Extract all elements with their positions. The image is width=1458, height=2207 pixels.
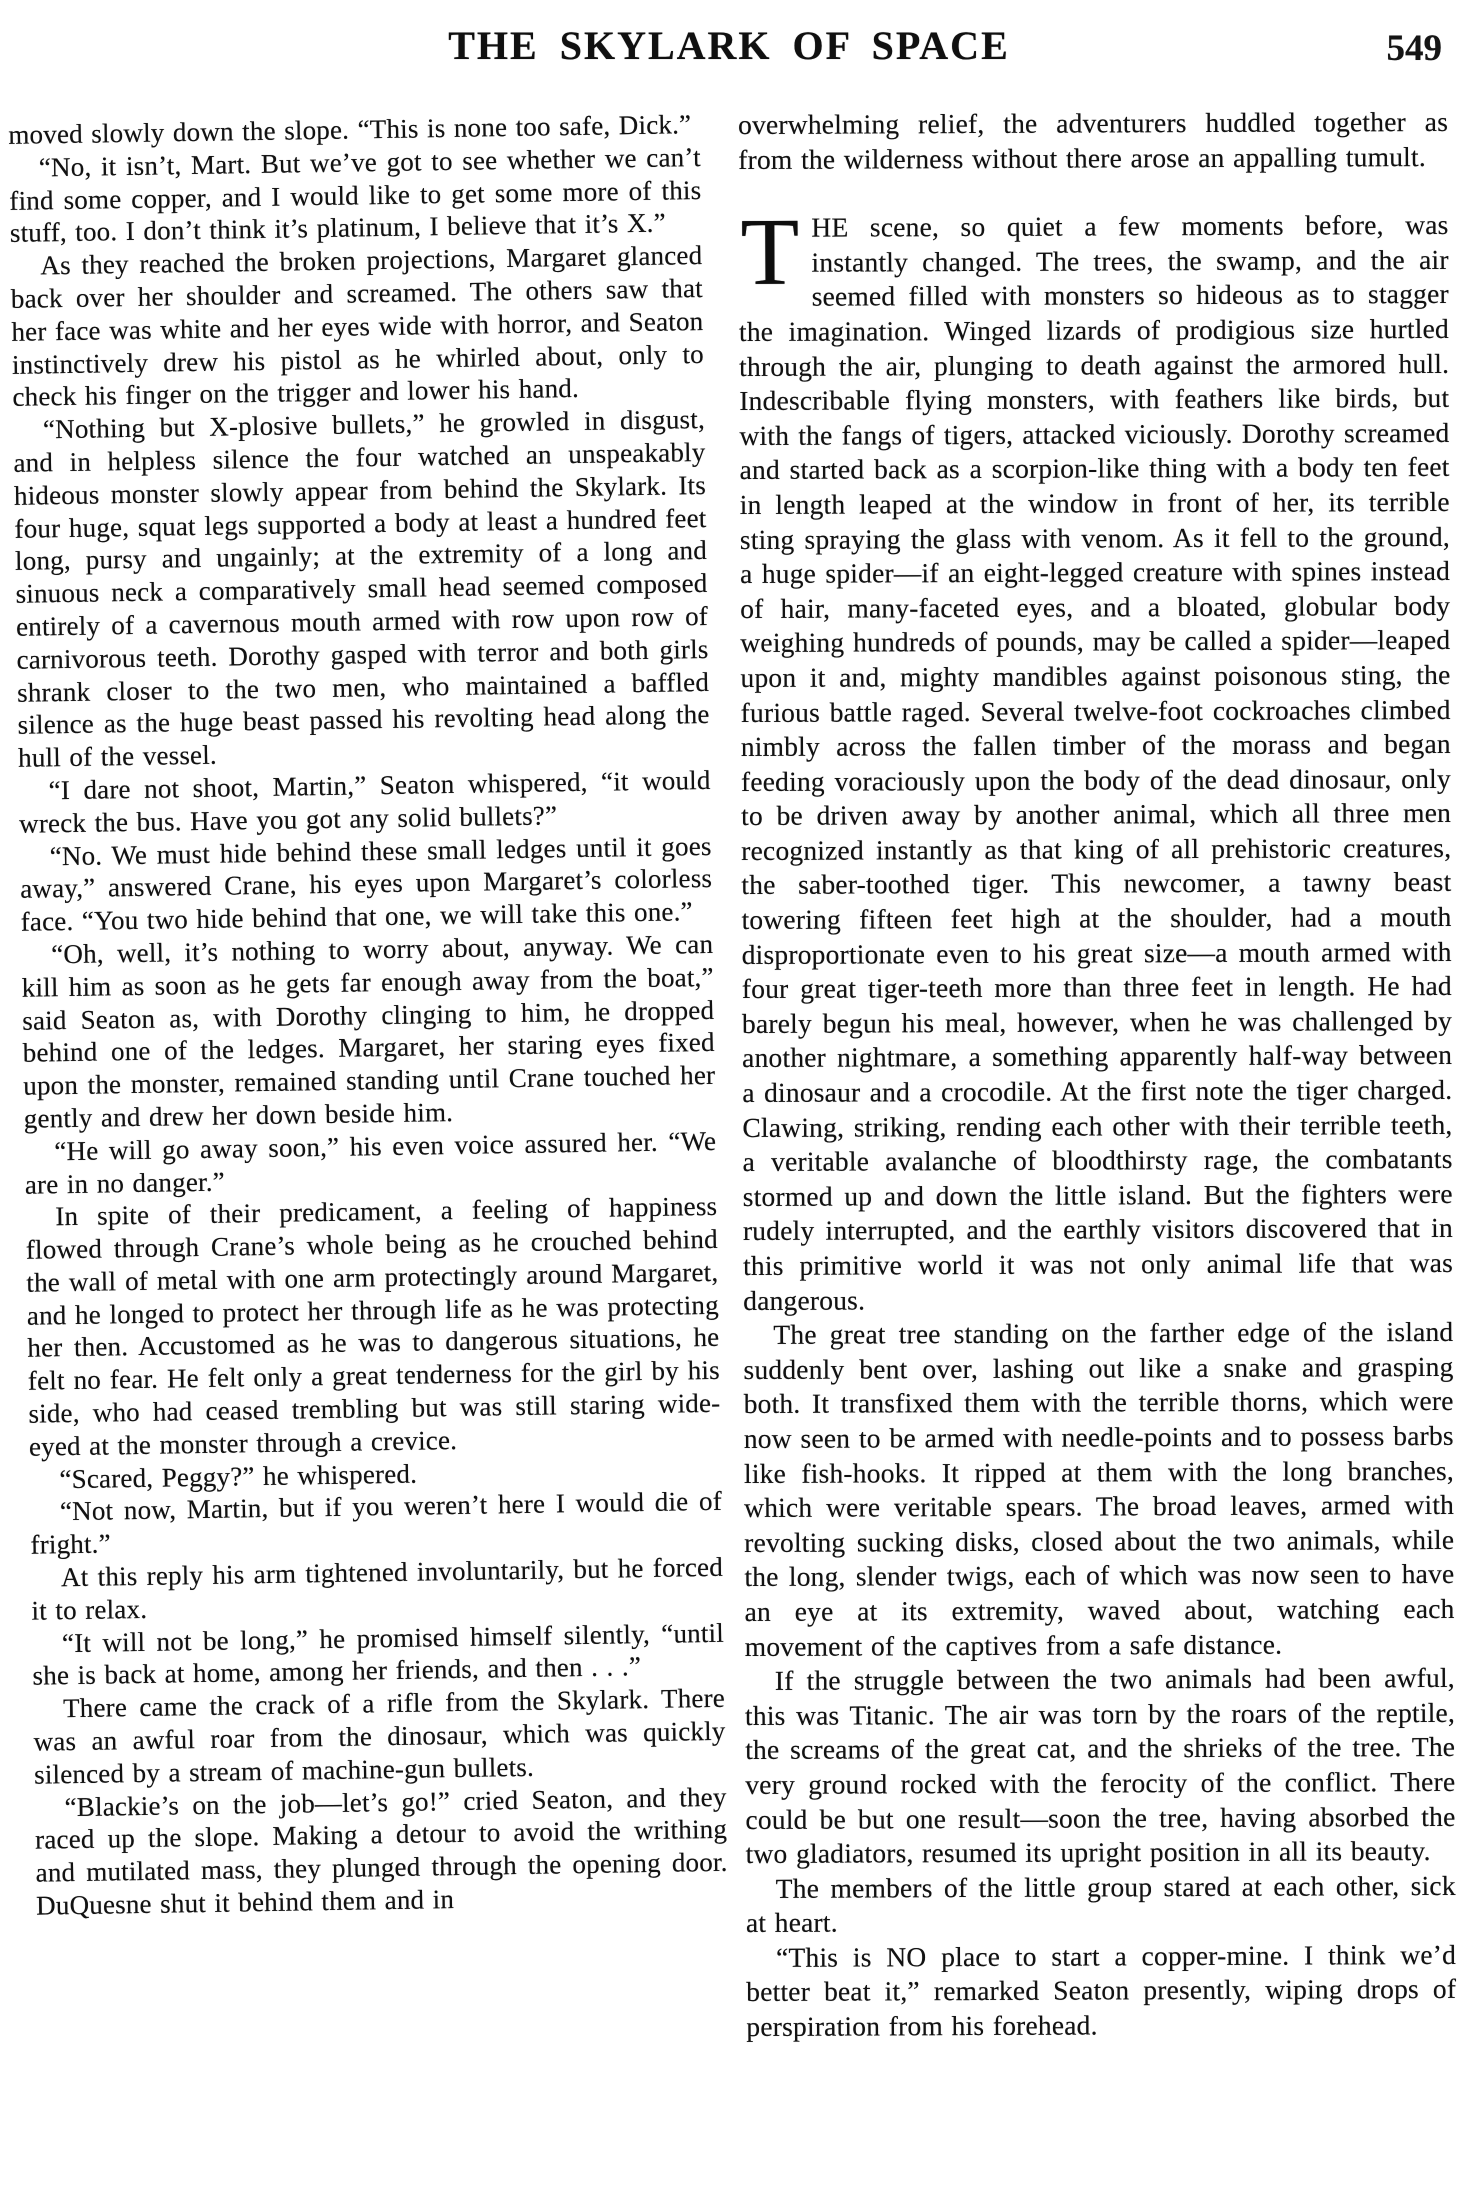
text-columns xyxy=(8,105,1457,2045)
left-column xyxy=(8,108,728,1922)
paragraph: moved slowly down the slope. “This is none too safe, Dick.” xyxy=(8,109,692,150)
drop-cap: T xyxy=(740,197,800,306)
paragraph: The members of the little group stared at each other, sick at heart. xyxy=(745,1869,1456,1939)
paragraph: “No, it isn’t, Mart. But we’ve got to see whether we can’t find some copper, and I would like to get some more of this stuff, too. I don’t think it’s platinum, I believe that it’s X.” xyxy=(9,141,702,249)
paragraph: “No. We must hide behind these small ledges until it goes away,” answered Crane, his eyes upon Margaret’s colorless face. “You two hide behind that one, we will take this one.” xyxy=(19,830,713,937)
paragraph: “Oh, well, it’s nothing to worry about, anyway. We can kill him as soon as he gets far enough away from the boat,” said Seaton as, with Dorothy clinging to him, he dropped behind one of the ledges. Margaret, her staring eyes fixed upon the monster, remained standing until Crane touched her gently and drew her down beside him. xyxy=(21,928,716,1134)
paragraph: “Blackie’s on the job—let’s go!” cried Seaton, and they raced up the slope. Making a detour to avoid the writhing and mutilated mass, they plunged through the opening door. DuQuesne shut it behind them and in xyxy=(34,1781,728,1921)
paragraph: There came the crack of a rifle from the Skylark. There was an awful roar from the dinosaur, which was quickly silenced by a stream of machine-gun bullets. xyxy=(33,1683,726,1790)
paragraph: The great tree standing on the farther edge of the island suddenly bent over, lashing out like a snake and grasping both. It transfixed them with the terrible thorns, which were now seen to be armed with needle-points and to possess barbs like fish-hooks. It ripped at them with the long branches, which were veritable spears. The broad leaves, armed with revolting sucking disks, closed about the two animals, while the long, slender twigs, each of which was now seen to have an eye at its extremity, waved about, watching each movement of the captives from a safe distance. xyxy=(743,1316,1455,1662)
paragraph: As they reached the broken projections, Margaret glanced back over her shoulder and screamed. The others saw that her face was white and her eyes wide with horror, and Seaton instinctively drew his pistol as he whirled about, only to check his finger on the trigger and lower his hand. xyxy=(10,240,705,413)
paragraph: At this reply his arm tightened involuntarily, but he forced it to relax. xyxy=(31,1551,724,1626)
section-opening-paragraph xyxy=(738,197,1454,1318)
paragraph: In spite of their predicament, a feeling of happiness flowed through Crane’s whole being as he crouched behind the wall of metal with one arm protectingly around Margaret, and he longed to protect her through life as he was protecting her then. Accustomed as he was to dangerous situations, he felt no fear. He felt only a great tenderness for the girl by his side, who had ceased trembling but was still staring wide-eyed at the monster through a crevice. xyxy=(25,1191,721,1462)
paragraph: “This is NO place to start a copper-mine. I think we’d better beat it,” remarked Seaton presently, wiping drops of perspiration from his forehead. xyxy=(746,1938,1457,2043)
page-number: 549 xyxy=(1386,28,1442,69)
right-column xyxy=(738,105,1456,2045)
paragraph: “I dare not shoot, Martin,” Seaton whispered, “it would wreck the bus. Have you got any solid bullets?” xyxy=(18,764,711,839)
paragraph: “Scared, Peggy?” he whispered. xyxy=(59,1458,418,1494)
running-title: THE SKYLARK OF SPACE xyxy=(448,23,1010,68)
paragraph: If the struggle between the two animals had been awful, this was Titanic. The air was torn by the roars of the reptile, the screams of the great cat, and the shrieks of the tree. The very ground rocked with the ferocity of the conflict. There could be but one result—soon the tree, having absorbed the two gladiators, resumed its upright position in all its beauty. xyxy=(744,1662,1456,1870)
paragraph: “Not now, Martin, but if you weren’t here I would die of fright.” xyxy=(30,1486,723,1560)
paragraph-text: HE scene, so quiet a few moments before, was instantly changed. The trees, the swamp, and the air seemed filled with monsters so hideous as to stagger the imagination. Winged lizards of prodigious size hurtled through the air, plunging to death against the armored hull. Indescribable flying monsters, with feathers like birds, but with the fangs of tigers, attacked viciously. Dorothy screamed and started back as a scorpion-like thing with a body ten feet in length leaped at the window in front of her, its terrible sting spraying the glass with venom. As it fell to the ground, a huge spider—if an eight-legged creature with spines instead of hair, many-faceted eyes, and a bloated, globular body weighing hundreds of pounds, may be called a spider—leaped upon it and, mighty mandibles against poisonous sting, the furious battle raged. Several twelve-foot cockroaches climbed nimbly across the fallen timber of the morass and began feeding voraciously upon the body of the dead dinosaur, only to be driven away by another animal, which all three men recognized instantly as that king of all prehistoric creatures, the saber-toothed tiger. This newcomer, a tawny beast towering fifteen feet high at the shoulder, had a mouth disproportionate even to his great size—a mouth armed with four great tiger-teeth more than three feet in length. He had barely begun his meal, however, when he was challenged by another nightmare, a something apparently half-way between a dinosaur and a crocodile. At the first note the tiger charged. Clawing, striking, rending each other with their terrible teeth, a veritable avalanche of bloodthirsty rage, the combatants stormed up and down the little island. But the fighters were rudely interrupted, and the earthly visitors discovered that in this primitive world it was not only animal life that was dangerous. xyxy=(738,209,1454,1316)
paragraph: “Nothing but X-plosive bullets,” he growled in disgust, and in helpless silence the four watched an unspeakably hideous monster slowly appear from behind the Skylark. Its four huge, squat legs supported a body at least a hundred feet long, pursy and ungainly; at the extremity of a long and sinuous neck a comparatively small head seemed composed entirely of a cavernous mouth armed with row upon row of carnivorous teeth. Dorothy gasped with terror and both girls shrank closer to the two men, who maintained a baffled silence as the huge beast passed his revolting head along the hull of the vessel. xyxy=(13,404,710,773)
paragraph: overwhelming relief, the adventurers huddled together as from the wilderness without there arose an appalling tumult. xyxy=(738,105,1449,175)
paragraph: “It will not be long,” he promised himself silently, “until she is back at home, among her friends, and then . . .” xyxy=(32,1617,725,1692)
paragraph: “He will go away soon,” his even voice assured her. “We are in no danger.” xyxy=(24,1125,717,1200)
